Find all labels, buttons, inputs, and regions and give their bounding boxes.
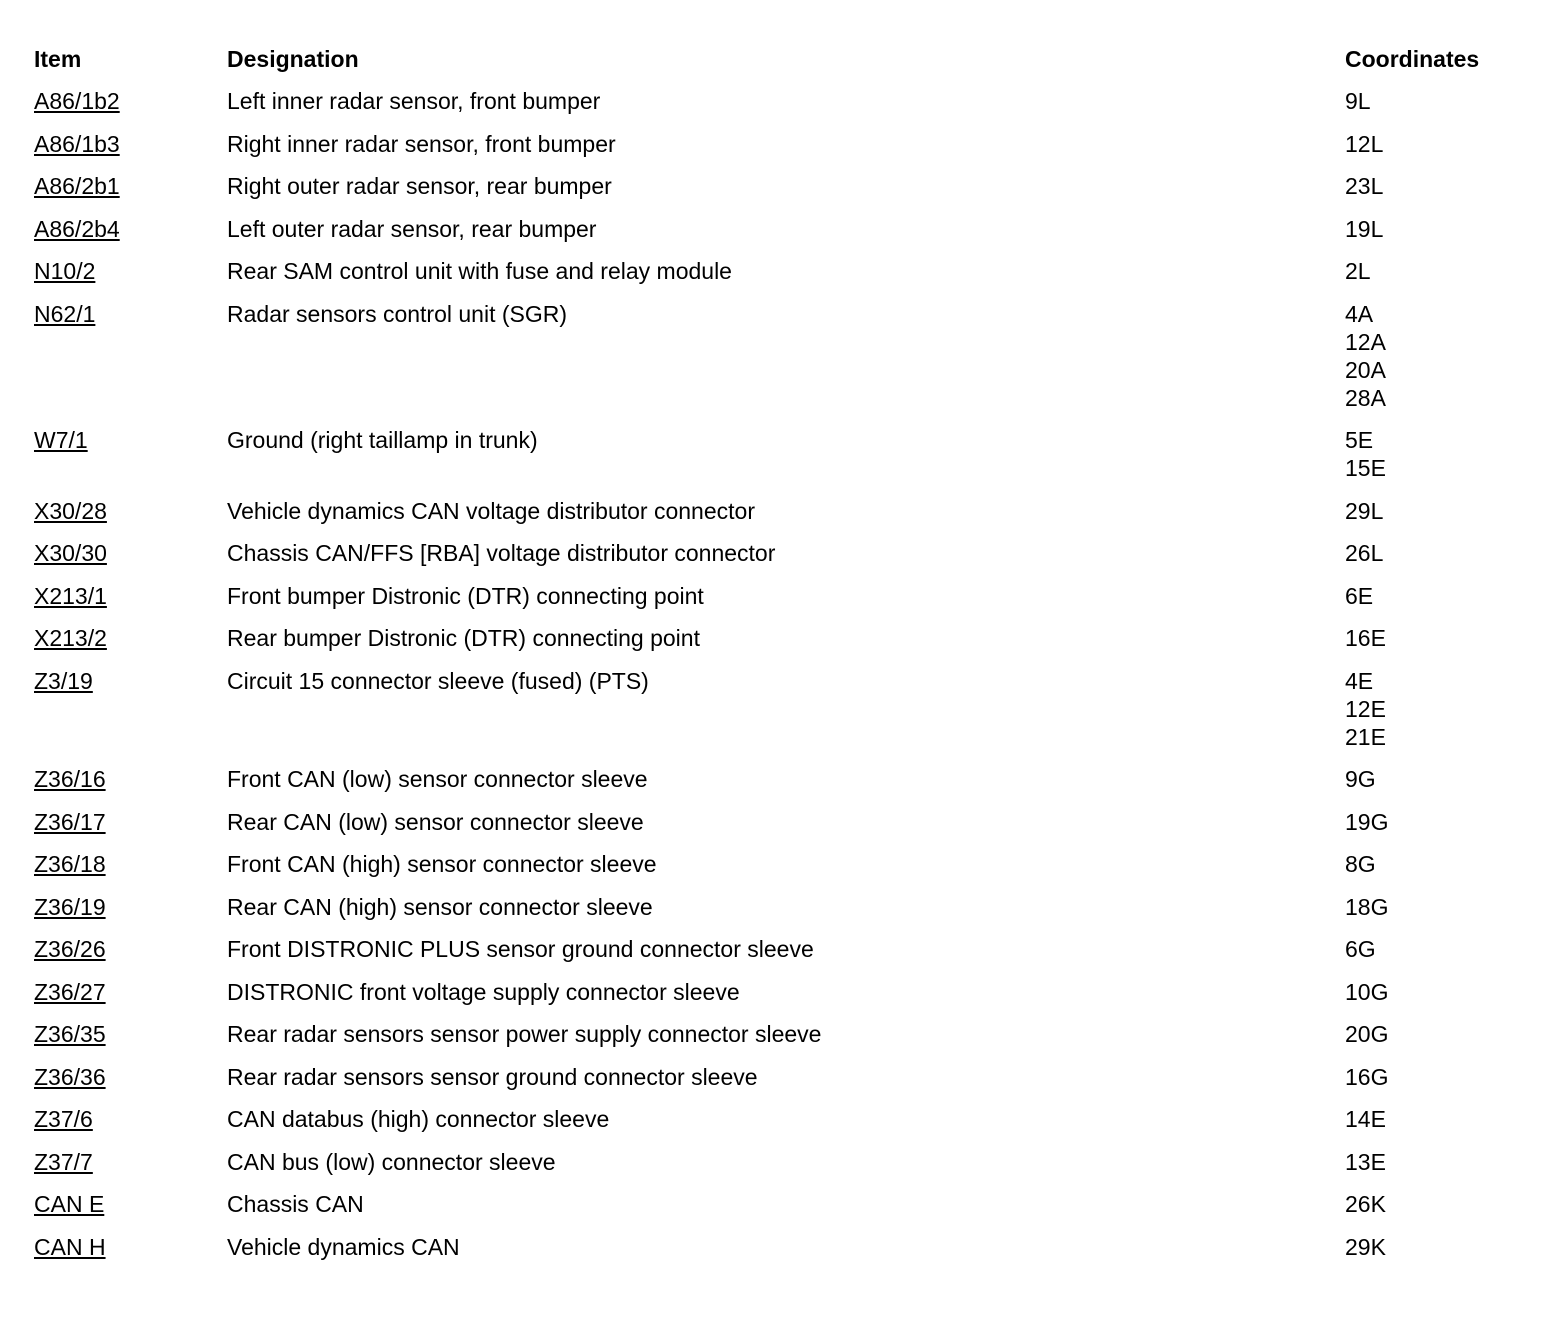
designation-cell: DISTRONIC front voltage supply connector sleeve [227,978,740,1005]
table-row [34,971,1534,1014]
item-link[interactable]: CAN E [34,1191,105,1217]
item-link[interactable]: X30/30 [34,540,107,566]
item-link[interactable]: A86/2b4 [34,215,120,242]
coordinates-cell [1345,765,1534,793]
coordinate-value: 26K [1345,1191,1386,1217]
designation-cell: Rear radar sensors sensor ground connector sleeve [227,1063,758,1090]
table-row [34,886,1534,929]
item-cell [34,978,227,1006]
coordinate-value: 19G [1345,808,1389,835]
item-cell [34,808,227,836]
designation-cell: Chassis CAN [227,1191,364,1217]
item-link[interactable]: Z36/17 [34,808,106,835]
item-link[interactable]: Z36/36 [34,1063,106,1090]
designation-cell: Radar sensors control unit (SGR) [227,300,568,327]
designation-cell: Circuit 15 connector sleeve (fused) (PTS) [227,667,649,694]
table-header [34,42,1534,80]
designation-cell: Ground (right taillamp in trunk) [227,427,538,453]
coordinates-cell [1345,257,1534,285]
coordinates-cell [1345,1148,1534,1176]
item-cell [34,426,227,454]
coordinates-cell [1345,667,1534,751]
designation-cell: Front CAN (low) sensor connector sleeve [227,766,648,792]
item-cell [34,624,227,652]
item-link[interactable]: X213/1 [34,582,107,609]
table-row [34,575,1534,618]
designation-cell: Vehicle dynamics CAN voltage distributor connector [227,497,755,524]
item-cell [34,257,227,285]
item-link[interactable]: Z36/19 [34,893,106,920]
coordinate-value: 2L [1345,258,1371,284]
table-row [34,660,1534,759]
table-row [34,801,1534,844]
designation-cell: Rear SAM control unit with fuse and relay module [227,258,732,284]
component-legend-table [34,42,1534,1268]
coordinate-value: 19L [1345,215,1384,242]
item-link[interactable]: X30/28 [34,497,107,524]
coordinates-cell [1345,978,1534,1006]
item-link[interactable]: W7/1 [34,427,88,453]
coordinates-cell [1345,1020,1534,1048]
coordinate-value: 29L [1345,497,1384,524]
coordinate-value: 16G [1345,1063,1389,1090]
item-cell [34,1233,227,1261]
table-row [34,617,1534,660]
coordinate-value: 21E [1345,723,1386,750]
coordinates-cell [1345,935,1534,963]
item-cell [34,1190,227,1218]
coordinate-value: 12A [1345,328,1386,355]
coordinate-value: 9L [1345,88,1371,114]
coordinate-value: 4E [1345,667,1374,694]
coordinate-value: 20A [1345,356,1386,383]
item-link[interactable]: Z36/35 [34,1021,106,1047]
coordinate-value: 20G [1345,1021,1389,1047]
coordinate-value: 12L [1345,130,1384,157]
item-cell [34,130,227,158]
designation-cell: Vehicle dynamics CAN [227,1233,460,1260]
item-cell [34,582,227,610]
table-row [34,1226,1534,1269]
designation-cell: Right inner radar sensor, front bumper [227,130,616,157]
table-row [34,1056,1534,1099]
item-link[interactable]: Z37/6 [34,1106,93,1132]
item-link[interactable]: Z36/26 [34,936,106,962]
designation-cell: Chassis CAN/FFS [RBA] voltage distributor connector [227,540,776,566]
item-cell [34,1105,227,1133]
table-row [34,758,1534,801]
coordinates-cell [1345,582,1534,610]
coordinates-cell [1345,850,1534,878]
coordinate-value: 4A [1345,300,1374,327]
designation-cell: Rear CAN (high) sensor connector sleeve [227,893,653,920]
item-cell [34,300,227,328]
designation-cell: Rear bumper Distronic (DTR) connecting point [227,625,700,651]
item-link[interactable]: A86/1b3 [34,130,120,157]
table-row [34,1183,1534,1226]
coordinates-cell [1345,87,1534,115]
table-row [34,165,1534,208]
coordinates-cell [1345,426,1534,482]
designation-cell: Front bumper Distronic (DTR) connecting point [227,582,704,609]
table-row [34,1141,1534,1184]
coordinate-value: 28A [1345,384,1386,411]
coordinate-value: 5E [1345,427,1374,453]
coordinates-cell [1345,1233,1534,1261]
item-cell [34,935,227,963]
header-designation: Designation [227,46,359,72]
item-link[interactable]: A86/2b1 [34,173,120,199]
item-cell [34,667,227,695]
table-row [34,80,1534,123]
coordinate-value: 18G [1345,893,1389,920]
designation-cell: Rear CAN (low) sensor connector sleeve [227,808,644,835]
item-link[interactable]: X213/2 [34,625,107,651]
designation-cell: Rear radar sensors sensor power supply connector sleeve [227,1021,822,1047]
coordinates-cell [1345,497,1534,525]
table-row [34,1098,1534,1141]
table-body [34,80,1534,1268]
coordinates-cell [1345,1190,1534,1218]
coordinate-value: 13E [1345,1148,1386,1175]
designation-cell: CAN bus (low) connector sleeve [227,1148,556,1175]
table-row [34,208,1534,251]
item-link[interactable]: CAN H [34,1233,106,1260]
designation-cell: Left outer radar sensor, rear bumper [227,215,597,242]
item-cell [34,1063,227,1091]
item-cell [34,850,227,878]
coordinates-cell [1345,300,1534,412]
coordinate-value: 12E [1345,695,1386,722]
table-row [34,123,1534,166]
item-cell [34,497,227,525]
designation-cell: Right outer radar sensor, rear bumper [227,173,612,199]
coordinate-value: 16E [1345,625,1386,651]
item-cell [34,215,227,243]
table-row [34,293,1534,420]
coordinates-cell [1345,624,1534,652]
table-row [34,419,1534,490]
item-cell [34,765,227,793]
coordinates-cell [1345,215,1534,243]
item-link[interactable]: Z36/16 [34,766,106,792]
item-cell [34,893,227,921]
item-link[interactable]: N10/2 [34,258,96,284]
designation-cell: Left inner radar sensor, front bumper [227,88,601,114]
coordinate-value: 29K [1345,1233,1386,1260]
coordinates-cell [1345,172,1534,200]
item-link[interactable]: Z37/7 [34,1148,93,1175]
item-cell [34,1020,227,1048]
coordinate-value: 10G [1345,978,1389,1005]
item-link[interactable]: Z36/18 [34,851,106,877]
header-coordinates: Coordinates [1345,46,1480,72]
item-link[interactable]: A86/1b2 [34,88,120,114]
designation-cell: Front CAN (high) sensor connector sleeve [227,851,657,877]
item-cell [34,172,227,200]
header-item: Item [34,46,82,72]
designation-cell: CAN databus (high) connector sleeve [227,1106,610,1132]
coordinate-value: 6E [1345,582,1374,609]
coordinates-cell [1345,1105,1534,1133]
table-row [34,928,1534,971]
coordinates-cell [1345,130,1534,158]
table-row [34,250,1534,293]
coordinates-cell [1345,539,1534,567]
table-row [34,843,1534,886]
coordinate-value: 15E [1345,455,1386,481]
coordinates-cell [1345,808,1534,836]
table-row [34,1013,1534,1056]
item-link[interactable]: Z36/27 [34,978,106,1005]
item-link[interactable]: N62/1 [34,300,96,327]
coordinates-cell [1345,893,1534,921]
item-cell [34,87,227,115]
item-cell [34,1148,227,1176]
item-cell [34,539,227,567]
coordinate-value: 9G [1345,766,1376,792]
coordinate-value: 8G [1345,851,1376,877]
coordinate-value: 14E [1345,1106,1386,1132]
item-link[interactable]: Z3/19 [34,667,93,694]
designation-cell: Front DISTRONIC PLUS sensor ground connector sleeve [227,936,814,962]
table-row [34,532,1534,575]
table-row [34,490,1534,533]
coordinate-value: 6G [1345,936,1376,962]
coordinates-cell [1345,1063,1534,1091]
coordinate-value: 23L [1345,173,1384,199]
coordinate-value: 26L [1345,540,1384,566]
